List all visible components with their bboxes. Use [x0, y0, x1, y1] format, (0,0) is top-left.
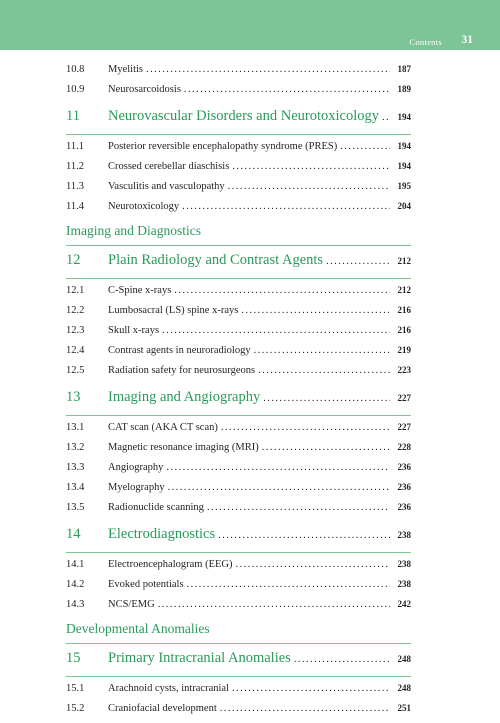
toc-entry[interactable]	[66, 181, 411, 201]
entry-title: Angiography	[108, 462, 164, 473]
entry-number: 13.5	[66, 502, 85, 513]
entry-title: Neurotoxicology	[108, 201, 180, 212]
entry-number: 11.3	[66, 181, 84, 192]
page-ref: 216	[397, 325, 411, 335]
dot-leader	[174, 285, 390, 296]
toc-entry[interactable]	[66, 442, 411, 462]
entry-number: 10.9	[66, 84, 85, 95]
dot-leader	[382, 112, 390, 123]
entry-title: Radionuclide scanning	[108, 502, 204, 513]
running-header-label: Contents	[409, 37, 442, 47]
chapter-rule	[66, 134, 411, 135]
dot-leader	[220, 703, 390, 714]
dot-leader	[241, 305, 390, 316]
entry-title: Skull x-rays	[108, 325, 160, 336]
page-ref: 212	[397, 285, 411, 295]
page-ref: 236	[397, 482, 411, 492]
page-ref: 216	[397, 305, 411, 315]
entry-number: 12.5	[66, 365, 85, 376]
chapter-rule	[66, 415, 411, 416]
entry-title: Evoked potentials	[108, 579, 184, 590]
entry-number: 15.1	[66, 683, 85, 694]
entry-number: 11.4	[66, 201, 84, 212]
dot-leader	[221, 422, 390, 433]
entry-title: Neurosarcoidosis	[108, 84, 181, 95]
chapter-number: 13	[66, 389, 81, 405]
page-ref: 219	[397, 345, 411, 355]
chapter-rule	[66, 676, 411, 677]
entry-number: 11.1	[66, 141, 84, 152]
chapter-title: Plain Radiology and Contrast Agents	[108, 252, 324, 268]
toc-entry[interactable]	[66, 365, 411, 385]
dot-leader	[168, 482, 390, 493]
entry-title: Myelography	[108, 482, 165, 493]
chapter-number: 14	[66, 526, 81, 542]
dot-leader	[262, 442, 390, 453]
toc-entry[interactable]	[66, 599, 411, 619]
toc-entry[interactable]	[66, 559, 411, 579]
dot-leader	[232, 683, 390, 694]
chapter-title: Primary Intracranial Anomalies	[108, 650, 291, 666]
page-ref: 236	[397, 502, 411, 512]
page-ref: 194	[397, 161, 411, 171]
entry-number: 12.1	[66, 285, 85, 296]
toc-entry[interactable]	[66, 84, 411, 104]
dot-leader	[207, 502, 390, 513]
page-ref: 228	[397, 442, 411, 452]
page-ref: 227	[397, 422, 411, 432]
toc-entry[interactable]	[66, 579, 411, 599]
dot-leader	[263, 393, 390, 404]
dot-leader	[182, 201, 390, 212]
dot-leader	[340, 141, 390, 152]
entry-title: Vasculitis and vasculopathy	[108, 181, 225, 192]
entry-number: 14.3	[66, 599, 85, 610]
page-ref: 189	[397, 84, 411, 94]
entry-title: NCS/EMG	[108, 599, 155, 610]
dot-leader	[218, 530, 390, 541]
entry-title: CAT scan (AKA CT scan)	[108, 422, 218, 433]
dot-leader	[258, 365, 390, 376]
chapter-number: 12	[66, 252, 81, 268]
page-ref: 248	[397, 683, 411, 693]
page-ref: 238	[397, 579, 411, 589]
entry-number: 13.3	[66, 462, 85, 473]
dot-leader	[294, 654, 390, 665]
toc-entry[interactable]	[66, 285, 411, 305]
dot-leader	[232, 161, 390, 172]
page-ref: 242	[397, 599, 411, 609]
part-heading: Developmental Anomalies	[66, 621, 411, 644]
page-ref: 194	[397, 112, 411, 122]
toc-entry[interactable]	[66, 683, 411, 703]
header-bar	[0, 0, 500, 50]
chapter-entry[interactable]	[66, 650, 411, 674]
toc-entry[interactable]	[66, 502, 411, 522]
chapter-title: Neurovascular Disorders and Neurotoxicology	[108, 108, 379, 124]
toc-entry[interactable]	[66, 305, 411, 325]
page-number: 31	[461, 34, 473, 46]
page-ref: 227	[397, 393, 411, 403]
entry-number: 10.8	[66, 64, 85, 75]
chapter-entry[interactable]	[66, 526, 411, 550]
dot-leader	[228, 181, 390, 192]
entry-title: C-Spine x-rays	[108, 285, 172, 296]
entry-title: Myelitis	[108, 64, 144, 75]
dot-leader	[235, 559, 390, 570]
entry-number: 13.2	[66, 442, 85, 453]
entry-number: 12.4	[66, 345, 85, 356]
toc-entry[interactable]	[66, 201, 411, 221]
dot-leader	[146, 64, 390, 75]
chapter-entry[interactable]	[66, 252, 411, 276]
entry-title: Arachnoid cysts, intracranial	[108, 683, 229, 694]
chapter-number: 15	[66, 650, 81, 666]
entry-title: Contrast agents in neuroradiology	[108, 345, 251, 356]
chapter-title: Electrodiagnostics	[108, 526, 216, 542]
entry-title: Posterior reversible encephalopathy syndrome (PRES)	[108, 141, 338, 152]
dot-leader	[166, 462, 390, 473]
page-ref: 204	[397, 201, 411, 211]
table-of-contents	[66, 64, 411, 723]
dot-leader	[158, 599, 390, 610]
entry-title: Radiation safety for neurosurgeons	[108, 365, 256, 376]
entry-title: Electroencephalogram (EEG)	[108, 559, 233, 570]
entry-title: Magnetic resonance imaging (MRI)	[108, 442, 259, 453]
dot-leader	[184, 84, 390, 95]
entry-number: 14.1	[66, 559, 85, 570]
chapter-title: Imaging and Angiography	[108, 389, 261, 405]
entry-number: 12.2	[66, 305, 85, 316]
toc-entry[interactable]	[66, 703, 411, 723]
toc-entry[interactable]	[66, 325, 411, 345]
entry-number: 15.2	[66, 703, 85, 714]
page-ref: 195	[397, 181, 411, 191]
page-ref: 212	[397, 256, 411, 266]
page-ref: 251	[397, 703, 411, 713]
dot-leader	[162, 325, 390, 336]
toc-entry[interactable]	[66, 482, 411, 502]
chapter-rule	[66, 278, 411, 279]
entry-number: 13.1	[66, 422, 85, 433]
entry-number: 14.2	[66, 579, 85, 590]
toc-entry[interactable]	[66, 141, 411, 161]
entry-number: 13.4	[66, 482, 85, 493]
entry-title: Lumbosacral (LS) spine x-rays	[108, 305, 239, 316]
part-heading: Imaging and Diagnostics	[66, 223, 411, 246]
entry-title: Craniofacial development	[108, 703, 217, 714]
page-ref: 238	[397, 530, 411, 540]
page-ref: 238	[397, 559, 411, 569]
entry-number: 11.2	[66, 161, 84, 172]
toc-entry[interactable]	[66, 345, 411, 365]
entry-title: Crossed cerebellar diaschisis	[108, 161, 230, 172]
toc-entry[interactable]	[66, 64, 411, 84]
chapter-rule	[66, 552, 411, 553]
dot-leader	[254, 345, 390, 356]
chapter-number: 11	[66, 108, 80, 124]
chapter-entry[interactable]	[66, 389, 411, 413]
toc-entry[interactable]	[66, 161, 411, 181]
page-ref: 236	[397, 462, 411, 472]
page-ref: 194	[397, 141, 411, 151]
page-ref: 223	[397, 365, 411, 375]
toc-entry[interactable]	[66, 422, 411, 442]
chapter-entry[interactable]	[66, 108, 411, 132]
entry-number: 12.3	[66, 325, 85, 336]
toc-entry[interactable]	[66, 462, 411, 482]
page-ref: 187	[397, 64, 411, 74]
page-ref: 248	[397, 654, 411, 664]
dot-leader	[187, 579, 390, 590]
dot-leader	[326, 256, 390, 267]
